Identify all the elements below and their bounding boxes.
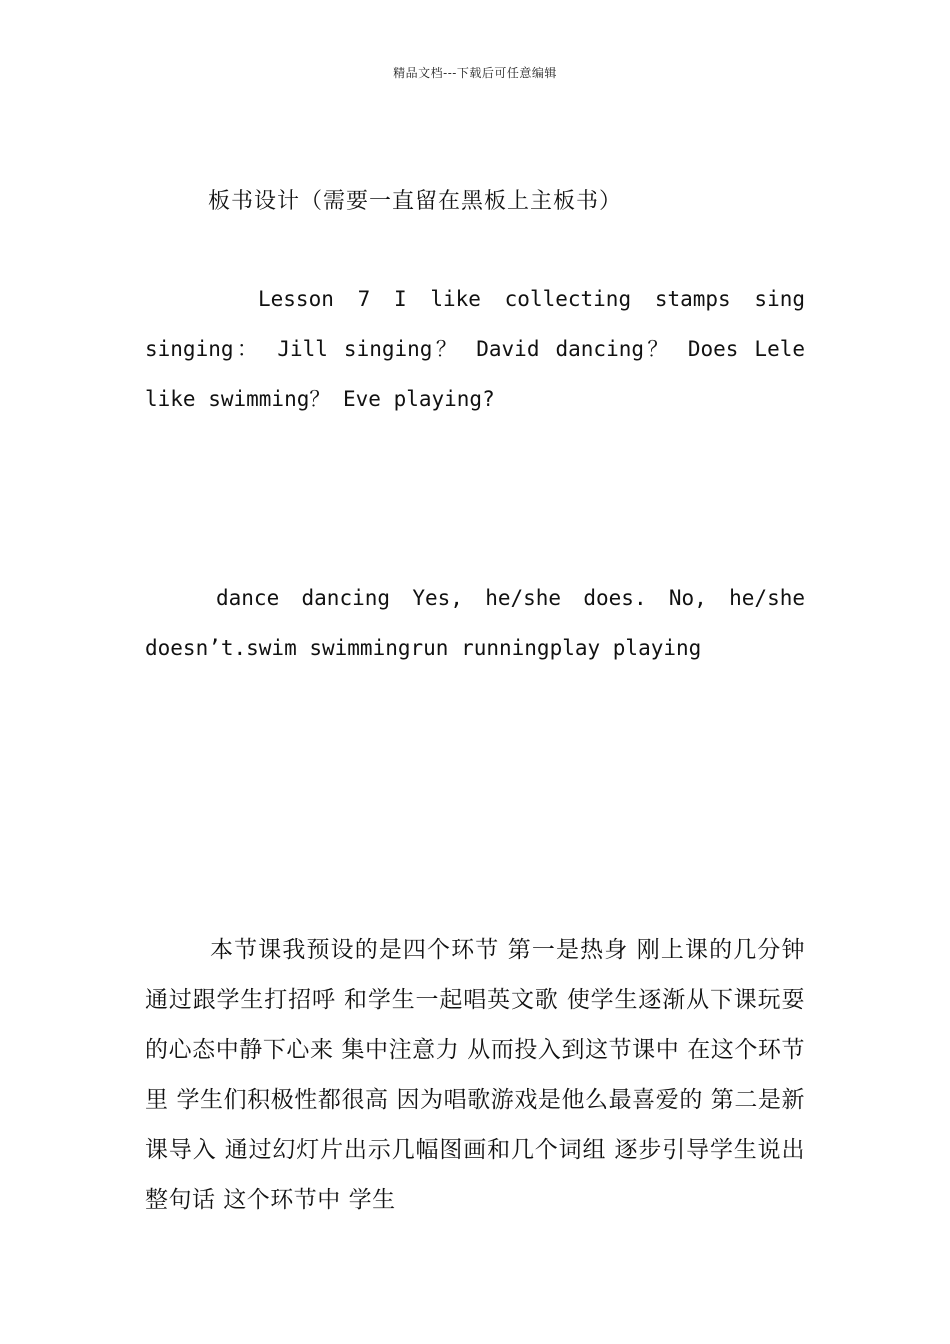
board-patterns-block — [145, 573, 805, 673]
page-header: 精品文档---下载后可任意编辑 — [393, 66, 557, 80]
board-words-text: Lesson 7 I like collecting stamps sing singing： Jill singing？ David dancing？ Does Lele like swimming？ Eve playing? — [145, 287, 805, 411]
lesson-reflection-paragraph: 本节课我预设的是四个环节 第一是热身 刚上课的几分钟 通过跟学生打招呼 和学生一起唱英文歌 使学生逐渐从下课玩耍的心态中静下心来 集中注意力 从而投入到这节课中 在这个环节里 学生们积极性都很高 因为唱歌游戏是他么最喜爱的 第二是新课导入 通过幻灯片出示几幅图画和几个词组 逐步引导学生说出整句话 这个环节中 学生 — [145, 937, 805, 1213]
board-design-heading: 板书设计（需要一直留在黑板上主板书） — [208, 189, 623, 214]
board-words-block — [145, 274, 805, 424]
board-patterns-text: dance dancing Yes, he/she does. No, he/she doesn’t.swim swimmingrun runningplay playing — [145, 586, 805, 660]
